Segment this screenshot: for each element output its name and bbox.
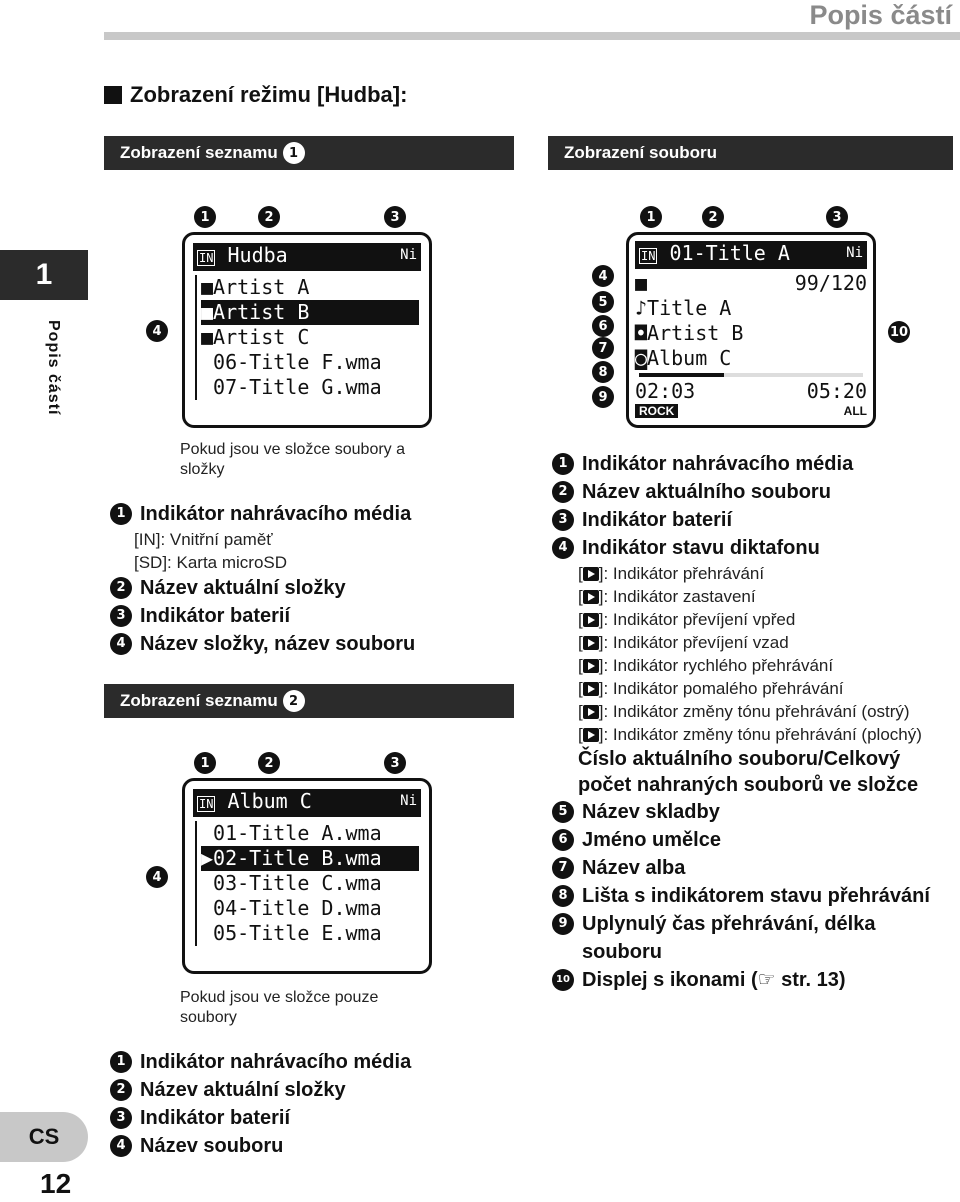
- fast-forward-icon: [583, 613, 599, 627]
- list-item: ■Artist C: [201, 325, 310, 349]
- legend-item: 5 Název skladby: [552, 798, 957, 826]
- status-sub: [ ]: Indikátor převíjení vpřed: [578, 610, 796, 629]
- status-indicator-list: [552, 562, 957, 746]
- list-item: 05-Title E.wma: [213, 921, 382, 945]
- language-badge: CS: [0, 1112, 88, 1162]
- icon-row: [635, 404, 867, 418]
- callout-3: 3: [384, 752, 406, 774]
- folder-name: Album C: [227, 789, 312, 813]
- lcd-title-row: [635, 241, 867, 269]
- progress-fill: [639, 373, 724, 377]
- album-row: ◙Album C: [635, 346, 732, 370]
- lcd-list: [195, 275, 419, 400]
- page-number: 12: [40, 1168, 72, 1199]
- legend-item: 3 Indikátor baterií: [110, 1104, 520, 1132]
- play-icon: [583, 567, 599, 581]
- legend-sub: [SD]: Karta microSD: [134, 553, 288, 572]
- stop-icon: [583, 590, 599, 604]
- slow-play-icon: [583, 682, 599, 696]
- callout-6: 6: [592, 315, 614, 337]
- legend-item: 1 Indikátor nahrávacího média: [552, 450, 957, 478]
- list-item: 03-Title C.wma: [213, 871, 382, 895]
- chapter-tab: 1: [0, 250, 88, 300]
- legend-item: 7 Název alba: [552, 854, 957, 882]
- section-title: [104, 82, 407, 108]
- section-title-text: Zobrazení režimu [Hudba]:: [130, 82, 408, 107]
- list-item: ■Artist A: [201, 275, 310, 299]
- callout-4: 4: [146, 320, 168, 342]
- callout-9: 9: [592, 386, 614, 408]
- callout-10: 10: [888, 321, 910, 343]
- track-row: ♪Title A: [635, 296, 732, 320]
- legend-item: 9 Uplynulý čas přehrávání, délka souboru: [552, 910, 957, 966]
- key-sharp-icon: [583, 705, 599, 719]
- legend-item: 3 Indikátor baterií: [110, 602, 520, 630]
- legend-item: 4 Název složky, název souboru: [110, 630, 520, 658]
- legend-item: 2 Název aktuálního souboru: [552, 478, 957, 506]
- legend-item: 2 Název aktuální složky: [110, 1076, 520, 1104]
- list-item: 01-Title A.wma: [213, 821, 382, 845]
- legend-item: 2 Název aktuální složky: [110, 574, 520, 602]
- file-counter: 99/120: [794, 271, 867, 295]
- status-sub: [ ]: Indikátor převíjení vzad: [578, 633, 789, 652]
- folder-name: Hudba: [227, 243, 288, 267]
- callout-3: 3: [384, 206, 406, 228]
- bar-list-view-2: [104, 684, 514, 718]
- fast-play-icon: [583, 659, 599, 673]
- lcd-title-row: [193, 243, 421, 271]
- counter-description: Číslo aktuálního souboru/Celkový počet nahraných souborů ve složce: [578, 748, 919, 796]
- artist-row: ◘Artist B: [635, 321, 744, 345]
- callout-2: 2: [258, 752, 280, 774]
- status-sub: [ ]: Indikátor pomalého přehrávání: [578, 679, 844, 698]
- legend-item: 3 Indikátor baterií: [552, 506, 957, 534]
- side-label: Popis částí: [45, 320, 62, 416]
- artist-name: Artist B: [647, 321, 744, 345]
- lcd-list-view-2: [182, 778, 432, 974]
- list-item-selected: ■Artist B: [201, 300, 419, 325]
- lcd-list: [195, 821, 419, 946]
- bar-list-view-1: [104, 136, 514, 170]
- callout-2: 2: [702, 206, 724, 228]
- callout-8: 8: [592, 361, 614, 383]
- file-name: 01-Title A: [669, 241, 790, 265]
- legend-item: 4 Název souboru: [110, 1132, 520, 1160]
- stop-icon: ■: [635, 271, 648, 295]
- eq-icon: ROCK: [635, 404, 678, 418]
- legend-item: 1 Indikátor nahrávacího média: [110, 1048, 520, 1076]
- legend-item: 1 Indikátor nahrávacího média: [110, 500, 520, 528]
- caption-1: Pokud jsou ve složce soubory a složky: [180, 441, 406, 478]
- callout-4: 4: [592, 265, 614, 287]
- media-icon: IN: [199, 797, 214, 811]
- legend-item: 8 Lišta s indikátorem stavu přehrávání: [552, 882, 957, 910]
- time-row: [635, 379, 867, 404]
- legend-list-file: [552, 450, 957, 994]
- callout-2: 2: [258, 206, 280, 228]
- list-item-selected: ▶02-Title B.wma: [201, 846, 419, 871]
- battery-icon: Ni: [400, 793, 417, 809]
- legend-item: 4 Indikátor stavu diktafonu: [552, 534, 957, 562]
- status-sub: [ ]: Indikátor změny tónu přehrávání (ostrý): [578, 702, 910, 721]
- list-item: 06-Title F.wma: [213, 350, 382, 374]
- callout-4: 4: [146, 866, 168, 888]
- key-flat-icon: [583, 728, 599, 742]
- media-icon: IN: [199, 251, 214, 265]
- square-bullet-icon: [104, 86, 122, 104]
- rewind-icon: [583, 636, 599, 650]
- lcd-title-row: [193, 789, 421, 817]
- lcd-file-view: [626, 232, 876, 428]
- track-title: Title A: [647, 296, 732, 320]
- lcd-list-view-1: [182, 232, 432, 428]
- callout-3: 3: [826, 206, 848, 228]
- battery-icon: Ni: [400, 247, 417, 263]
- status-sub: [ ]: Indikátor přehrávání: [578, 564, 765, 583]
- callout-5: 5: [592, 291, 614, 313]
- status-sub: [ ]: Indikátor zastavení: [578, 587, 756, 606]
- battery-icon: Ni: [846, 245, 863, 261]
- bar-label: Zobrazení souboru: [564, 143, 717, 162]
- elapsed-time: 02:03: [635, 379, 696, 403]
- legend-item: 6 Jméno umělce: [552, 826, 957, 854]
- caption-2: Pokud jsou ve složce pouze soubory: [180, 989, 379, 1026]
- file-length: 05:20: [806, 379, 867, 403]
- bar-label: Zobrazení seznamu: [120, 691, 278, 710]
- page-header-title: Popis částí: [809, 0, 952, 30]
- legend-item: 10 Displej s ikonami (☞ str. 13): [552, 966, 957, 994]
- list-item: 04-Title D.wma: [213, 896, 382, 920]
- status-sub: [ ]: Indikátor změny tónu přehrávání (plochý): [578, 725, 922, 744]
- bar-number: 2: [283, 690, 305, 712]
- media-icon: IN: [641, 249, 656, 263]
- header-rule: [104, 32, 960, 40]
- list-item: 07-Title G.wma: [213, 375, 382, 399]
- bar-number: 1: [283, 142, 305, 164]
- status-sub: [ ]: Indikátor rychlého přehrávání: [578, 656, 834, 675]
- legend-list-2: [110, 1048, 520, 1160]
- bar-label: Zobrazení seznamu: [120, 143, 278, 162]
- callout-7: 7: [592, 337, 614, 359]
- callout-1: 1: [194, 206, 216, 228]
- progress-bar: [639, 373, 863, 377]
- legend-list-1: [110, 500, 520, 658]
- callout-1: 1: [194, 752, 216, 774]
- album-name: Album C: [647, 346, 732, 370]
- legend-sub: [IN]: Vnitřní paměť: [134, 530, 273, 549]
- bar-file-view: [548, 136, 953, 170]
- repeat-icon: ALL: [843, 404, 867, 418]
- status-row: [635, 271, 867, 296]
- callout-1: 1: [640, 206, 662, 228]
